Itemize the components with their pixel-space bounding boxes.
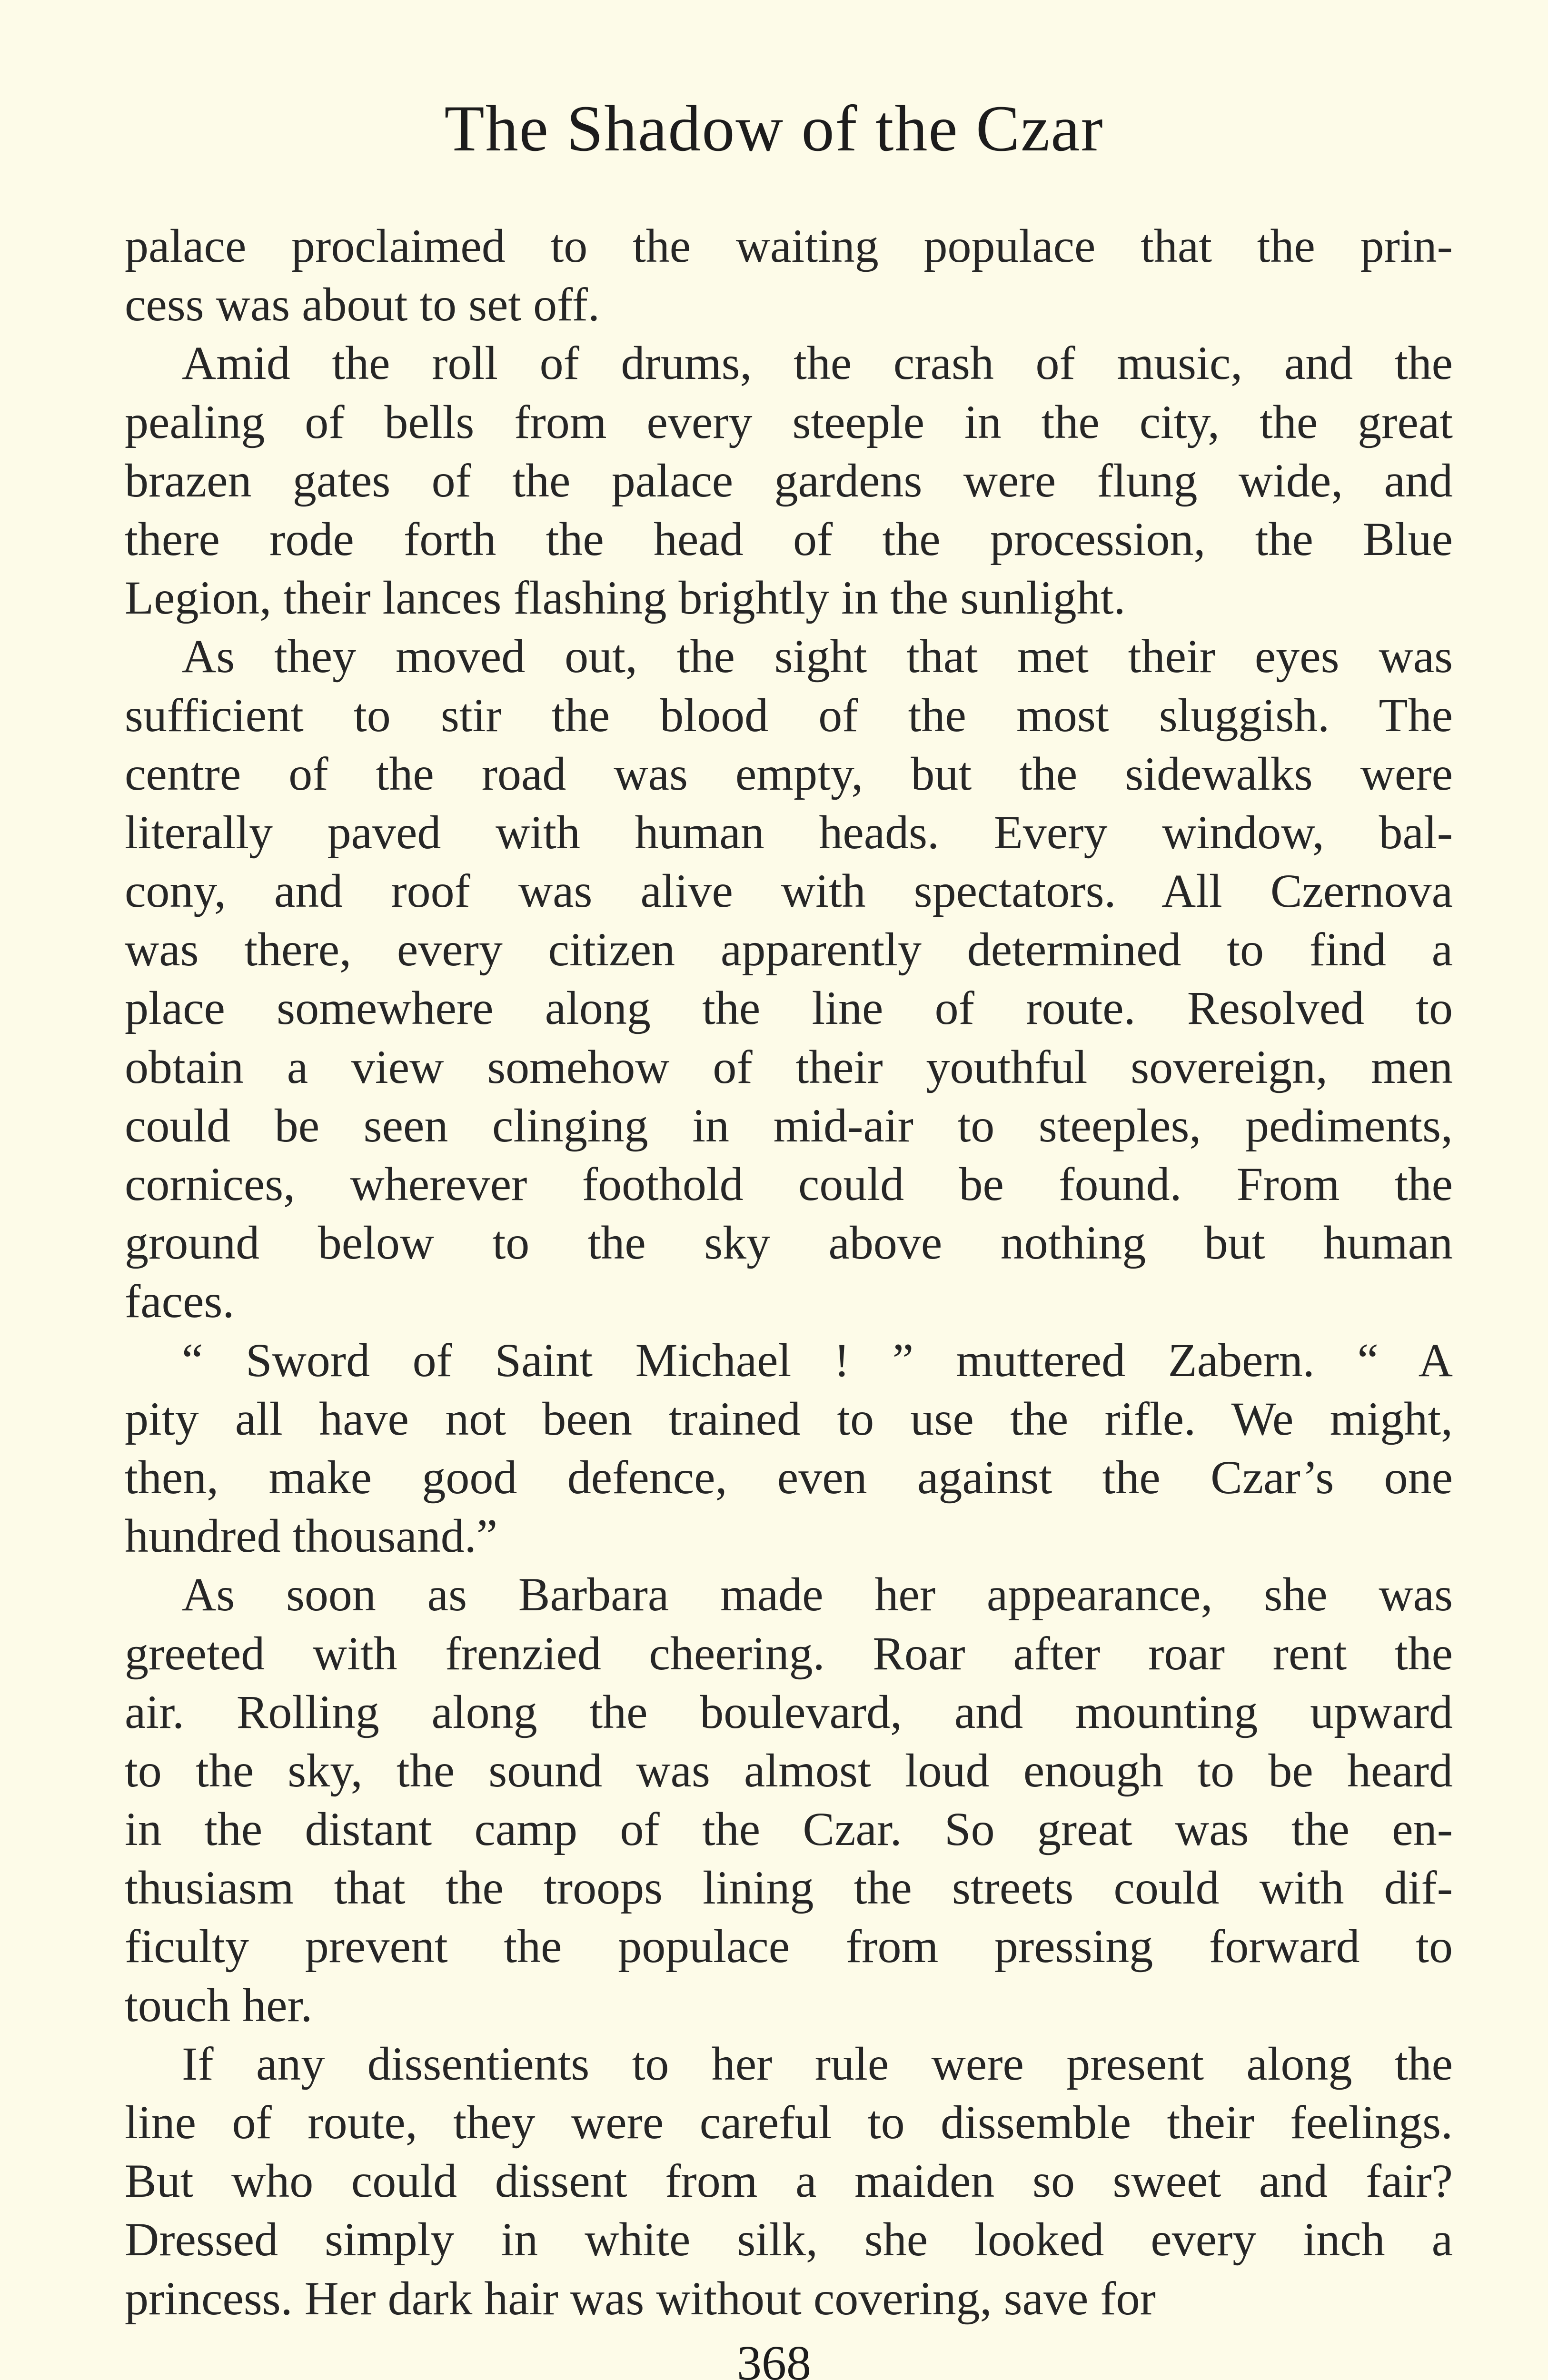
text-line: hundred thousand.”: [125, 1509, 498, 1563]
text-line: Dressed simply in white silk, she looked every inch a: [125, 2213, 1453, 2266]
text-line: As soon as Barbara made her appearance, she was: [182, 1568, 1453, 1621]
text-line: Legion, their lances flashing brightly in the sunlight.: [125, 571, 1126, 625]
text-line: cess was about to set off.: [125, 278, 600, 331]
text-line: brazen gates of the palace gardens were flung wide, and: [125, 454, 1453, 507]
text-line: Amid the roll of drums, the crash of music, and the: [182, 337, 1453, 390]
text-line: pealing of bells from every steeple in the city, the great: [125, 395, 1453, 448]
text-line: place somewhere along the line of route. Resolved to: [125, 982, 1453, 1035]
page-number: 368: [737, 2336, 811, 2380]
text-line: “ Sword of Saint Michael ! ” muttered Zabern. “ A: [182, 1333, 1453, 1387]
text-line: faces.: [125, 1275, 235, 1328]
text-line: sufficient to stir the blood of the most sluggish. The: [125, 688, 1453, 742]
text-line: ground below to the sky above nothing but human: [125, 1216, 1453, 1269]
text-line: air. Rolling along the boulevard, and mounting upward: [125, 1685, 1453, 1738]
paragraph: [125, 217, 1453, 334]
text-line: princess. Her dark hair was without covering, save for: [125, 2271, 1156, 2325]
running-head: The Shadow of the Czar: [444, 92, 1104, 165]
text-line: thusiasm that the troops lining the streets could with dif-: [125, 1861, 1453, 1914]
paragraph: [125, 627, 1453, 1330]
text-line: was there, every citizen apparently determined to find a: [125, 923, 1453, 976]
text-line: could be seen clinging in mid-air to steeples, pediments,: [125, 1099, 1453, 1152]
body-text: [125, 217, 1453, 2328]
text-line: As they moved out, the sight that met their eyes was: [182, 630, 1453, 683]
text-line: centre of the road was empty, but the sidewalks were: [125, 747, 1453, 800]
text-line: literally paved with human heads. Every window, bal-: [125, 805, 1453, 859]
text-line: ficulty prevent the populace from pressing forward to: [125, 1920, 1453, 1973]
paragraph: [125, 1331, 1453, 1566]
text-line: line of route, they were careful to dissemble their feelings.: [125, 2096, 1453, 2149]
paragraph: [125, 2034, 1453, 2328]
text-line: cony, and roof was alive with spectators. All Czernova: [125, 864, 1453, 918]
text-line: in the distant camp of the Czar. So great was the en-: [125, 1803, 1453, 1856]
text-line: cornices, wherever foothold could be found. From the: [125, 1158, 1453, 1210]
text-line: then, make good defence, even against the Czar’s one: [125, 1450, 1453, 1504]
text-line: to the sky, the sound was almost loud enough to be heard: [125, 1744, 1453, 1797]
text-line: touch her.: [125, 1978, 313, 2032]
text-line: palace proclaimed to the waiting populace that the prin-: [125, 219, 1453, 272]
text-line: pity all have not been trained to use the rifle. We might,: [125, 1392, 1453, 1445]
text-line: greeted with frenzied cheering. Roar after roar rent the: [125, 1626, 1453, 1680]
text-line: But who could dissent from a maiden so sweet and fair?: [125, 2154, 1453, 2208]
text-line: there rode forth the head of the procession, the Blue: [125, 512, 1453, 565]
text-line: obtain a view somehow of their youthful sovereign, men: [125, 1040, 1453, 1093]
text-line: If any dissentients to her rule were present along the: [182, 2037, 1453, 2090]
paragraph: [125, 334, 1453, 627]
paragraph: [125, 1565, 1453, 2034]
